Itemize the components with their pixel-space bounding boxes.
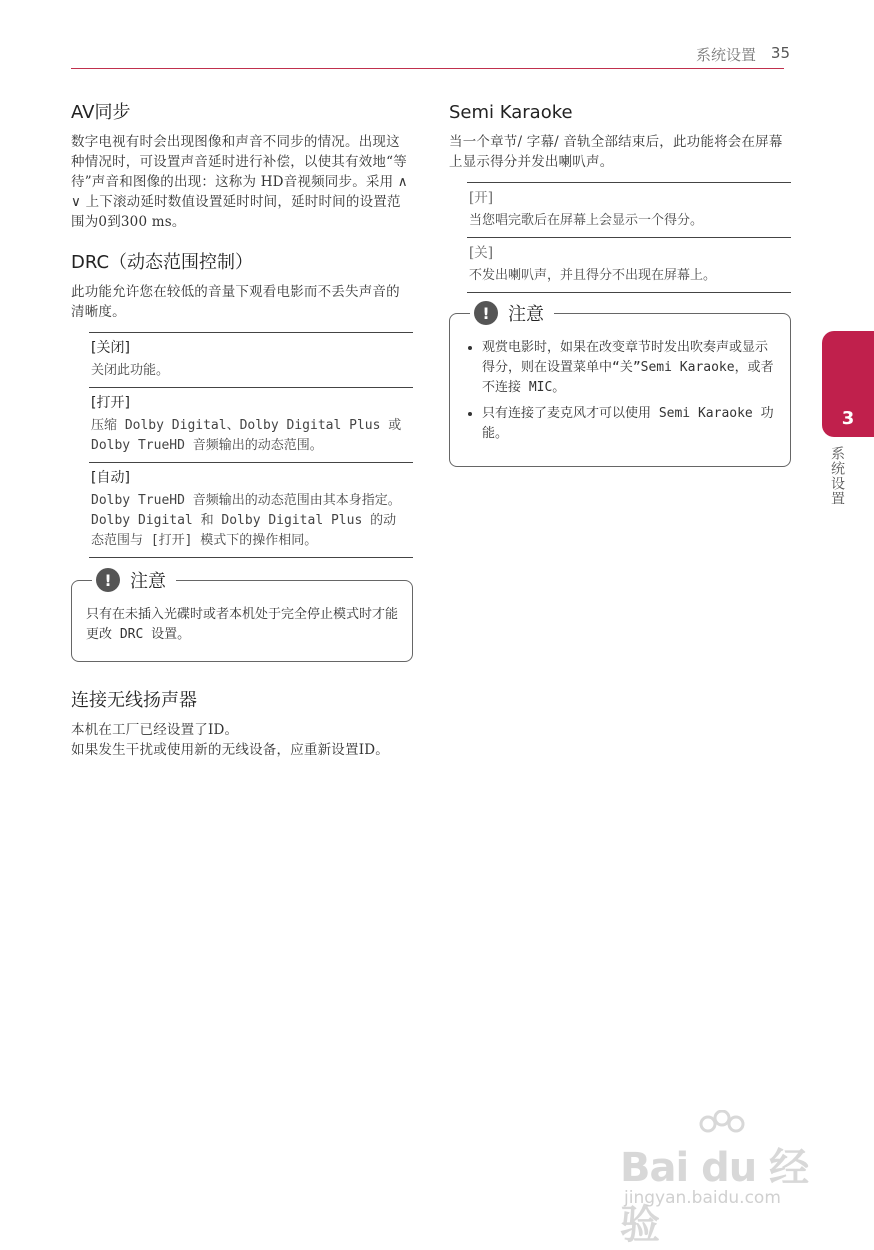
karaoke-option-off [467, 238, 791, 293]
av-sync-body: 数字电视有时会出现图像和声音不同步的情况。出现这种情况时，可设置声音延时进行补偿，以使其有效地“等待”声音和图像的出现：这称为 HD音视频同步。采用 ∧ ∨ 上下滚动延时数值设置延时时间，延时时间的设置范围为0到300 ms。 [71, 134, 408, 230]
option-desc: Dolby TrueHD 音频输出的动态范围由其本身指定。Dolby Digital 和 Dolby Digital Plus 的动态范围与 [打开] 模式下的操作相同。 [91, 493, 401, 548]
watermark-main: Bai du 经验 [620, 1145, 809, 1248]
drc-option-on [89, 388, 413, 463]
note-label: 注意 [508, 304, 544, 325]
karaoke-note-list [464, 338, 776, 444]
note-header [470, 300, 554, 326]
drc-title: DRC（动态范围控制） [71, 252, 254, 273]
page-number: 35 [770, 44, 790, 62]
right-column [449, 100, 791, 485]
karaoke-body: 当一个章节/ 字幕/ 音轨全部结束后，此功能将会在屏幕上显示得分并发出喇叭声。 [449, 134, 783, 170]
chapter-label: 系统设置 [829, 446, 845, 506]
list-item: • 只有连接了麦克风才可以使用 Semi Karaoke 功能。 [482, 404, 776, 444]
karaoke-option-on [467, 183, 791, 238]
option-title: [关] [469, 245, 494, 261]
wireless-section [71, 688, 413, 760]
option-title: [自动] [91, 470, 130, 486]
drc-note-text: 只有在未插入光碟时或者本机处于完全停止模式时才能更改 DRC 设置。 [86, 607, 399, 642]
wireless-line-2: 如果发生干扰或使用新的无线设备，应重新设置ID。 [71, 742, 389, 758]
karaoke-options-table [467, 182, 791, 293]
watermark-url: jingyan.baidu.com [624, 1188, 781, 1208]
drc-options-table [89, 332, 413, 558]
exclamation-icon: ! [474, 301, 498, 325]
baidu-watermark [620, 1110, 820, 1248]
option-desc: 当您唱完歌后在屏幕上会显示一个得分。 [469, 213, 704, 228]
wireless-line-1: 本机在工厂已经设置了ID。 [71, 722, 239, 738]
header-section-label: 系统设置 [695, 46, 756, 64]
av-sync-title: AV同步 [71, 102, 131, 123]
karaoke-note-box [449, 303, 791, 467]
chapter-number: 3 [841, 408, 855, 429]
note-label: 注意 [130, 571, 166, 592]
drc-option-off [89, 333, 413, 388]
option-desc: 关闭此功能。 [91, 363, 170, 378]
option-title: [开] [469, 190, 494, 206]
left-column [71, 100, 413, 778]
option-title: [打开] [91, 395, 130, 411]
option-title: [关闭] [91, 340, 130, 356]
drc-note-box [71, 570, 413, 662]
drc-section [71, 250, 413, 662]
wireless-title: 连接无线扬声器 [71, 690, 197, 711]
chapter-tab [822, 331, 874, 437]
option-desc: 不发出喇叭声，并且得分不出现在屏幕上。 [469, 268, 717, 283]
note-header [92, 567, 176, 593]
karaoke-title: Semi Karaoke [449, 102, 573, 123]
karaoke-section [449, 100, 791, 467]
drc-body: 此功能允许您在较低的音量下观看电影而不丢失声音的清晰度。 [71, 284, 400, 320]
exclamation-icon: ! [96, 568, 120, 592]
av-sync-section [71, 100, 413, 232]
drc-option-auto [89, 463, 413, 558]
list-item: • 观赏电影时，如果在改变章节时发出吹奏声或显示得分，则在设置菜单中“关”Semi Karaoke，或者不连接 MIC。 [482, 338, 776, 398]
option-desc: 压缩 Dolby Digital、Dolby Digital Plus 或 Dolby TrueHD 音频输出的动态范围。 [91, 418, 402, 453]
header-divider [71, 68, 784, 69]
